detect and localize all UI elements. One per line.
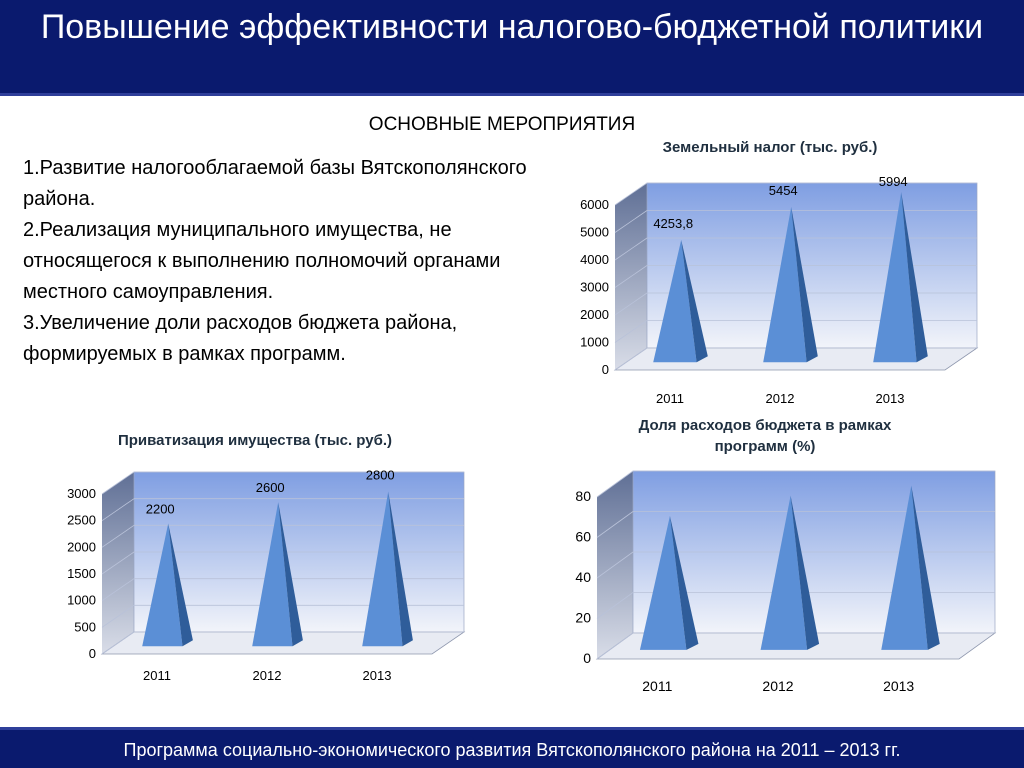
x-tick-label: 2011 (143, 668, 171, 683)
y-tick-label: 60 (575, 528, 591, 545)
chart-title-privatization: Приватизация имущества (тыс. руб.) (117, 432, 393, 449)
y-tick-label: 500 (74, 619, 96, 635)
data-label: 2600 (255, 480, 285, 496)
x-tick-label: 2013 (875, 391, 905, 406)
chart-privatization (20, 460, 450, 700)
data-label: 5994 (878, 173, 908, 189)
y-tick-label: 0 (583, 650, 591, 666)
y-tick-label: 1000 (67, 592, 96, 608)
x-tick-label: 2011 (642, 678, 673, 694)
chart-land-tax (555, 165, 975, 415)
y-tick-label: 4000 (580, 252, 609, 267)
measure-item: 2.Реализация муниципального имущества, не относящегося к выполнению полномочий органами местного самоуправления. (23, 219, 501, 303)
y-tick-label: 0 (601, 362, 609, 377)
y-tick-label: 3000 (67, 486, 96, 501)
y-tick-label: 6000 (580, 197, 609, 212)
y-tick-label: 80 (575, 488, 591, 504)
data-label: 2200 (145, 501, 175, 517)
measure-item: 3.Увеличение доли расходов бюджета района, формируемых в рамках программ. (23, 312, 458, 365)
data-label: 5454 (768, 182, 798, 198)
x-tick-label: 2012 (252, 668, 282, 683)
chart-program-share (545, 460, 985, 705)
footer-text: Программа социально-экономического развития Вятскополянского района на 2011 – 2013 гг. (123, 740, 901, 760)
chart-title-program-share: Доля расходов бюджета в рамках программ (%) (638, 417, 892, 455)
y-tick-label: 1000 (580, 334, 609, 350)
page-title: Повышение эффективности налогово-бюджетной политики (40, 8, 984, 46)
x-tick-label: 2012 (765, 391, 795, 406)
header-bar (0, 0, 1024, 96)
data-label: 4253,8 (653, 215, 694, 231)
x-tick-label: 2013 (362, 668, 392, 683)
y-tick-label: 2000 (67, 539, 96, 555)
y-tick-label: 1500 (67, 566, 96, 581)
y-tick-label: 2000 (580, 307, 609, 322)
x-tick-label: 2012 (762, 678, 794, 694)
y-tick-label: 5000 (580, 224, 609, 240)
y-tick-label: 40 (575, 569, 591, 585)
chart-title-land-tax: Земельный налог (тыс. руб.) (662, 139, 878, 156)
section-subtitle: ОСНОВНЫЕ МЕРОПРИЯТИЯ (368, 114, 636, 135)
footer-bar (0, 727, 1024, 768)
data-label: 2800 (365, 467, 395, 483)
x-tick-label: 2011 (656, 391, 684, 406)
x-tick-label: 2013 (883, 678, 915, 694)
y-tick-label: 2500 (67, 512, 96, 528)
y-tick-label: 20 (575, 609, 591, 626)
measure-item: 1.Развитие налогооблагаемой базы Вятскополянского района. (23, 157, 527, 210)
y-tick-label: 3000 (580, 279, 609, 295)
y-tick-label: 0 (88, 646, 96, 661)
measures-list (23, 153, 553, 370)
